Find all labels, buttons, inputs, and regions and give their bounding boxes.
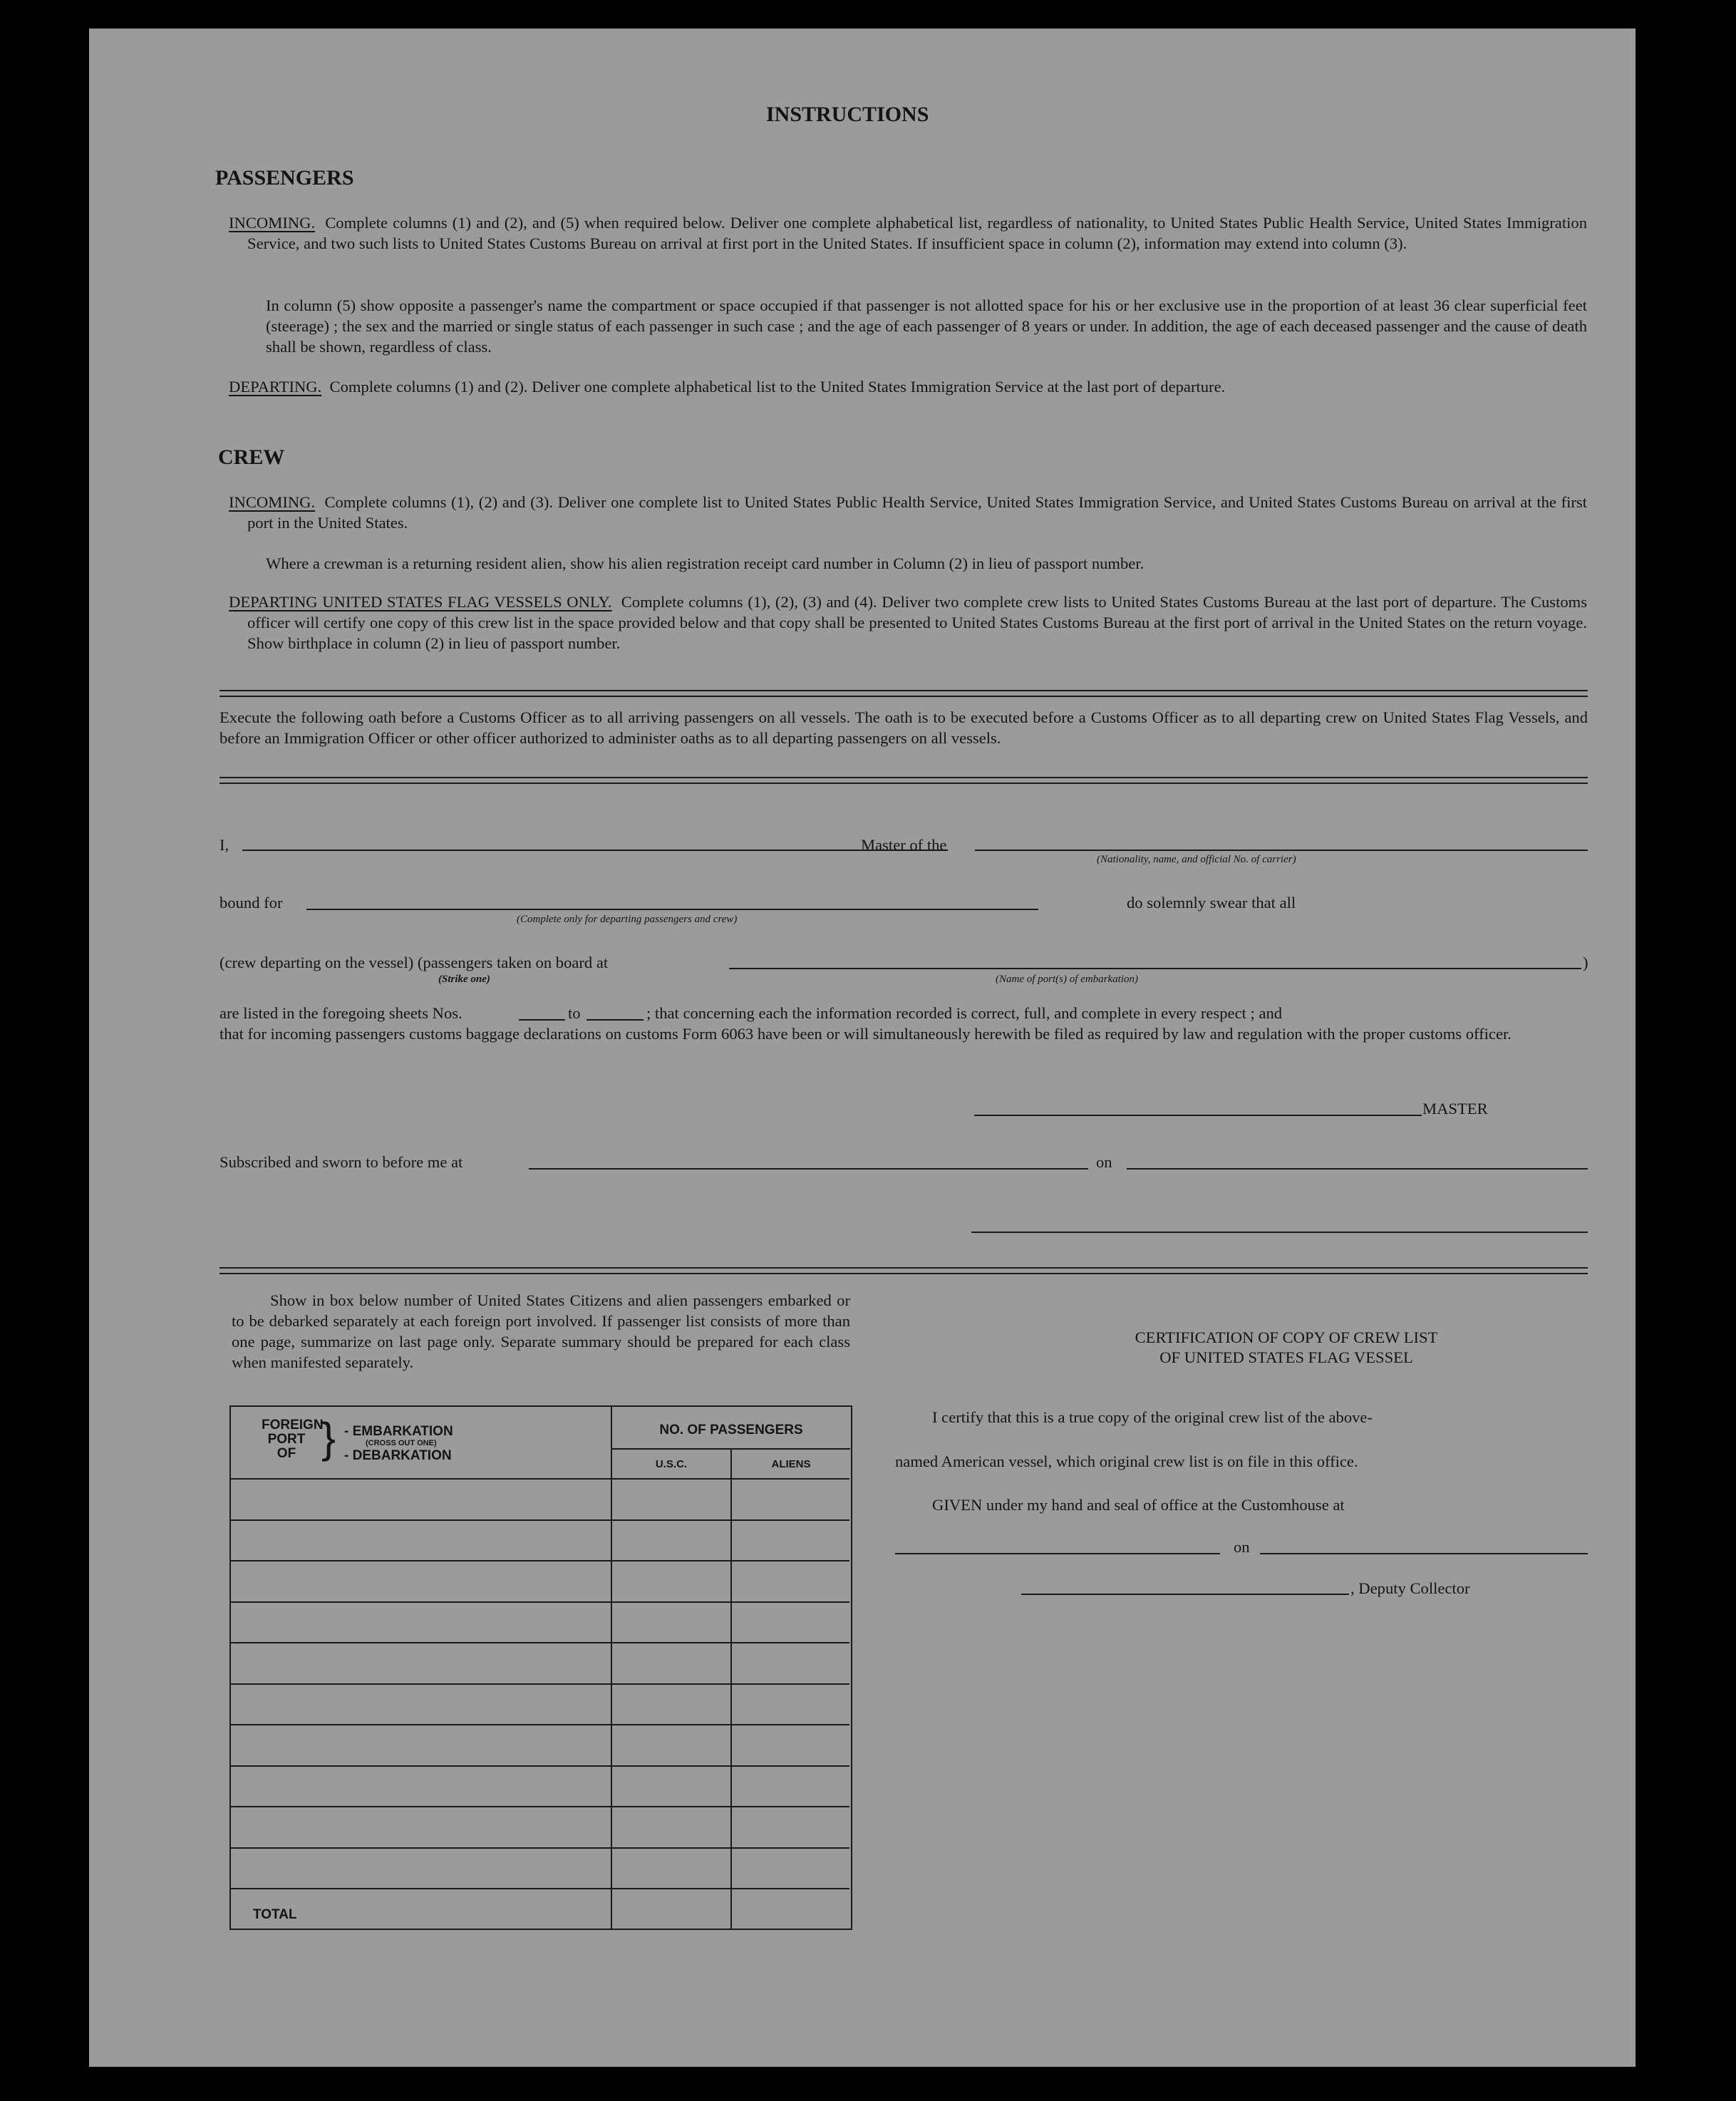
table-row[interactable] [231, 1888, 849, 1889]
subscribed-place-field[interactable] [529, 1168, 1088, 1170]
crew-resident-alien: Where a crewman is a returning resident alien, show his alien registration receipt card number in Column (2) in lieu of passport number. [266, 554, 1145, 572]
oath-i-label: I, [219, 836, 229, 854]
on-label: on [1096, 1153, 1112, 1171]
deputy-collector-label: , Deputy Collector [1350, 1579, 1470, 1597]
customhouse-field[interactable] [895, 1553, 1220, 1554]
passengers-departing-label: DEPARTING. [229, 378, 322, 396]
passengers-incoming-label: INCOMING. [229, 214, 316, 232]
officer-signature-field[interactable] [971, 1232, 1588, 1233]
col-foreign-port: FOREIGN PORT OF [262, 1418, 324, 1461]
total-label: TOTAL [253, 1907, 297, 1922]
cert-on-label: on [1234, 1538, 1250, 1556]
table-row[interactable] [231, 1560, 849, 1561]
table-col-divider [611, 1407, 612, 1929]
table-row[interactable] [231, 1806, 849, 1807]
crew-incoming [229, 492, 1587, 533]
strike-one-caption: (Strike one) [438, 974, 490, 985]
master-label: MASTER [1422, 1100, 1488, 1117]
cross-out-label: (CROSS OUT ONE) [366, 1439, 437, 1447]
table-row[interactable] [231, 1683, 849, 1685]
oath-intro: Execute the following oath before a Customs Officer as to all arriving passengers on all vessels. The oath is to be executed before a Customs Officer as to all departing crew on United States Flag Vessels, and before an Immigration Officer or other officer authorized to administer oaths as to all departing passengers on all vessels. [219, 708, 1588, 747]
master-name-field[interactable] [242, 850, 948, 851]
bound-for-label: bound for [219, 894, 283, 912]
master-of-label: Master of the [861, 836, 947, 854]
carrier-field[interactable] [975, 850, 1588, 851]
table-row[interactable] [231, 1601, 849, 1603]
subscribed-date-field[interactable] [1127, 1168, 1588, 1170]
passengers-column5: In column (5) show opposite a passenger's name the compartment or space occupied if that passenger is not allotted space for his or her exclusive use in the proportion of at least 36 clear superficial feet (steerage) ; the sex and the married or single status of each passenger in such case ; and the age of each passenger of 8 years or under. In addition, the age of each deceased passenger and the cause of death shall be shown, regardless of class. [266, 296, 1587, 356]
passengers-heading: PASSENGERS [215, 166, 354, 190]
certify-line-2: named American vessel, which original crew list is on file in this office. [895, 1452, 1358, 1470]
do-swear-label: do solemnly swear that all [1127, 894, 1296, 912]
crew-departing-label: DEPARTING UNITED STATES FLAG VESSELS ONLY. [229, 593, 612, 611]
sheet-from-field[interactable] [519, 1019, 565, 1021]
passenger-summary-table [229, 1405, 852, 1930]
usc-header: U.S.C. [655, 1458, 688, 1470]
divider [219, 1267, 1588, 1274]
bound-for-field[interactable] [306, 909, 1038, 910]
passengers-incoming-text: Complete columns (1) and (2), and (5) when required below. Deliver one complete alphabetical list, regardless of nationality, to United States Public Health Service, United States Immigration Service, and two such lists to United States Customs Bureau on arrival at first port in the United States. If insufficient space in column (2), information may extend into column (3). [247, 214, 1587, 252]
certification-heading-2: OF UNITED STATES FLAG VESSEL [1159, 1348, 1413, 1366]
embarkation-label: - EMBARKATION [344, 1424, 453, 1439]
table-subheader-line [612, 1448, 850, 1450]
subscribed-label: Subscribed and sworn to before me at [219, 1153, 463, 1171]
summary-instructions: Show in box below number of United States Citizens and alien passengers embarked or to be debarked separately at each foreign port involved. If passenger list consists of more than one page, summarize on last page only. Separate summary should be prepared for each class when manifested separately. [232, 1291, 850, 1371]
crew-departing-text: Complete columns (1), (2), (3) and (4). Deliver two complete crew lists to United States Customs Bureau at the last port of departure. The Customs officer will certify one copy of this crew list in the space provided below and that copy shall be presented to United States Customs Bureau at the first port of arrival in the United States on the return voyage. Show birthplace in column (2) in lieu of passport number. [247, 593, 1588, 652]
passengers-departing-text: Complete columns (1) and (2). Deliver one complete alphabetical list to the United States Immigration Service at the last port of departure. [329, 378, 1226, 396]
table-row[interactable] [231, 1519, 849, 1521]
given-line: GIVEN under my hand and seal of office at the Customhouse at [932, 1496, 1345, 1514]
close-paren: ) [1583, 954, 1588, 971]
cert-date-field[interactable] [1260, 1553, 1588, 1554]
sheet-to-field[interactable] [587, 1019, 644, 1021]
to-label: to [568, 1004, 581, 1022]
crew-incoming-label: INCOMING. [229, 493, 316, 511]
embarkation-port-field[interactable] [729, 968, 1581, 969]
table-row[interactable] [231, 1724, 849, 1725]
brace-icon: } [321, 1414, 336, 1462]
port-caption: (Name of port(s) of embarkation) [996, 974, 1138, 985]
listed-line2: that for incoming passengers customs baggage declarations on customs Form 6063 have been or will simultaneously herewith be filed as required by law and regulation with the proper customs officer. [219, 1025, 1512, 1043]
crew-departing-label: (crew departing on the vessel) (passengers taken on board at [219, 954, 609, 971]
certification-heading-1: CERTIFICATION OF COPY OF CREW LIST [1135, 1328, 1438, 1346]
divider [219, 777, 1588, 784]
divider [219, 690, 1588, 697]
crew-departing [229, 592, 1588, 654]
aliens-header: ALIENS [771, 1458, 811, 1470]
crew-incoming-text: Complete columns (1), (2) and (3). Deliver one complete list to United States Public Health Service, United States Immigration Service, and United States Customs Bureau on arrival at the first port in the United States. [247, 493, 1587, 532]
table-row[interactable] [231, 1478, 849, 1480]
certify-line-1: I certify that this is a true copy of the original crew list of the above- [932, 1408, 1373, 1426]
table-row[interactable] [231, 1642, 849, 1643]
listed-prefix: are listed in the foregoing sheets Nos. [219, 1004, 463, 1022]
carrier-caption: (Nationality, name, and official No. of carrier) [1097, 854, 1296, 865]
deputy-signature-field[interactable] [1021, 1594, 1349, 1595]
passengers-departing [229, 376, 1587, 397]
page-title: INSTRUCTIONS [766, 103, 929, 126]
table-row[interactable] [231, 1765, 849, 1767]
passengers-incoming [229, 212, 1587, 254]
debarkation-label: - DEBARKATION [344, 1448, 452, 1463]
table-row[interactable] [231, 1847, 849, 1849]
listed-rest: ; that concerning each the information recorded is correct, full, and complete in every respect ; and [646, 1004, 1283, 1022]
bound-for-caption: (Complete only for departing passengers and crew) [517, 914, 738, 925]
crew-heading: CREW [218, 445, 285, 469]
master-signature-field[interactable] [974, 1115, 1422, 1116]
form-page [89, 29, 1636, 2067]
no-passengers-header: NO. OF PASSENGERS [659, 1423, 803, 1437]
